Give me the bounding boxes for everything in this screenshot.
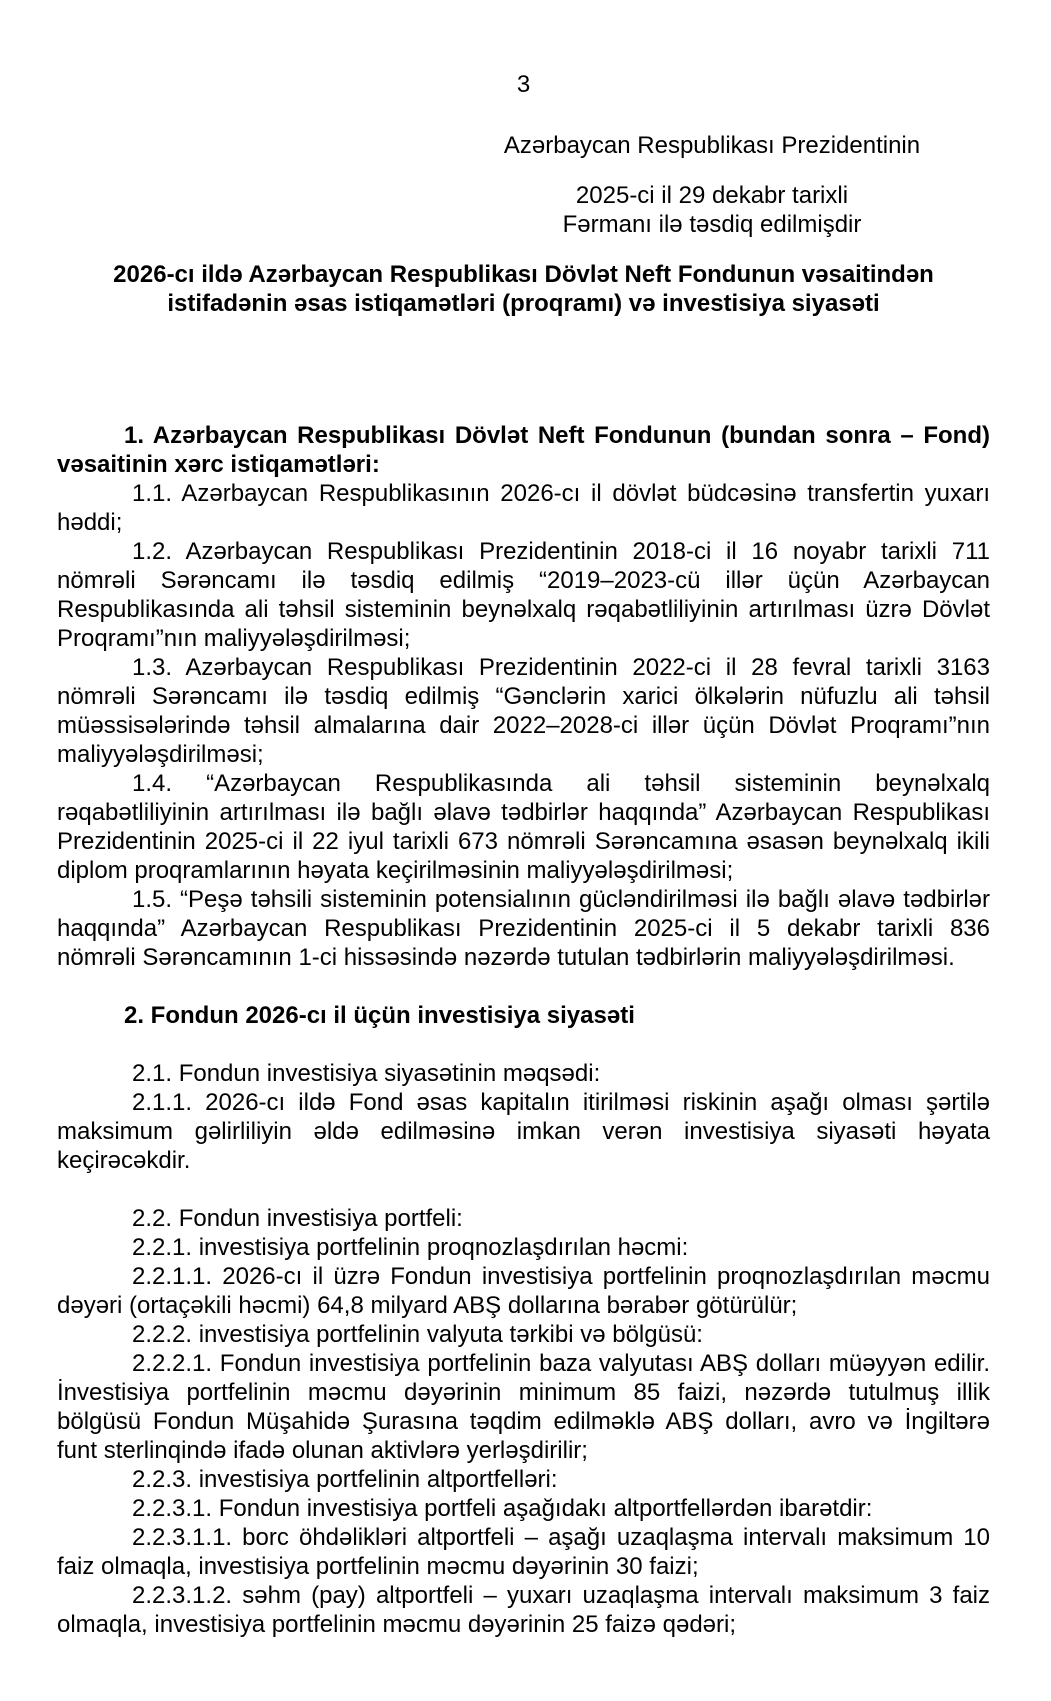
clause-2-1-1 — [57, 1088, 990, 1175]
document-body — [57, 421, 990, 1639]
text-line: 2.2.2.1. Fondun investisiya portfelinin baza valyutası ABŞ dolları müəyyən edilir. — [132, 1350, 990, 1377]
text-line: istifadənin əsas istiqamətləri (proqramı) və investisiya siyasəti — [167, 290, 880, 317]
section-1-heading — [57, 421, 990, 479]
text-line: rəqabətliliyinin artırılması ilə bağlı əlavə tədbirlər haqqında” Azərbaycan Respublikası — [57, 799, 990, 826]
text-line: nömrəli Sərəncamı ilə təsdiq edilmiş “2019–2023-cü illər üçün Azərbaycan — [57, 567, 990, 594]
text-line: Respublikasında ali təhsil sisteminin beynəlxalq rəqabətliliyinin artırılması üzrə Dövlət — [57, 596, 990, 623]
text-line: 1.2. Azərbaycan Respublikası Prezidentinin 2018-ci il 16 noyabr tarixli 711 — [132, 538, 990, 565]
section-2-heading — [57, 1001, 990, 1030]
text-line: 2.2.3. investisiya portfelinin altportfelləri: — [132, 1466, 558, 1493]
approval-block — [434, 131, 990, 239]
text-line: maksimum gəlirliliyin əldə edilməsinə imkan verən investisiya siyasəti həyata — [57, 1118, 990, 1145]
clause-2-2-1-1 — [57, 1262, 990, 1320]
text-line: 1.1. Azərbaycan Respublikasının 2026-cı il dövlət büdcəsinə transfertin yuxarı — [132, 480, 990, 507]
text-line: 1.5. “Peşə təhsili sisteminin potensialının gücləndirilməsi ilə bağlı əlavə tədbirlər — [132, 886, 990, 913]
text-line: haqqında” Azərbaycan Respublikası Prezidentinin 2025-ci il 5 dekabr tarixli 836 — [57, 915, 990, 942]
document-title — [57, 260, 990, 318]
text-line: 2.2.1.1. 2026-cı il üzrə Fondun investisiya portfelinin proqnozlaşdırılan məcmu — [132, 1263, 990, 1290]
text-line: müəssisələrində təhsil almalarına dair 2022–2028-ci illər üçün Dövlət Proqramı”nın — [57, 712, 990, 739]
text-line: bölgüsü Fondun Müşahidə Şurasına təqdim edilməklə ABŞ dolları, avro və İngiltərə — [57, 1408, 990, 1435]
clause-2-1 — [57, 1059, 990, 1088]
text-line: 1.3. Azərbaycan Respublikası Prezidentinin 2022-ci il 28 fevral tarixli 3163 — [132, 654, 990, 681]
text-line: 1. Azərbaycan Respublikası Dövlət Neft Fondunun (bundan sonra – Fond) — [124, 422, 990, 449]
text-line: nömrəli Sərəncamının 1-ci hissəsində nəzərdə tutulan tədbirlərin maliyyələşdirilməsi. — [57, 944, 955, 971]
text-line: 2.2.2. investisiya portfelinin valyuta tərkibi və bölgüsü: — [132, 1321, 703, 1348]
text-line: maliyyələşdirilməsi; — [57, 741, 264, 768]
text-line: 2.2.1. investisiya portfelinin proqnozlaşdırılan həcmi: — [132, 1234, 689, 1261]
clause-2-2-3-1-1 — [57, 1523, 990, 1581]
clause-2-2-3-1-2 — [57, 1581, 990, 1639]
text-line: dəyəri (ortaçəkili həcmi) 64,8 milyard ABŞ dollarına bərabər götürülür; — [57, 1292, 798, 1319]
clause-2-2-3 — [57, 1465, 990, 1494]
text-line: İnvestisiya portfelinin məcmu dəyərinin minimum 85 faizi, nəzərdə tutulmuş illik — [57, 1379, 990, 1406]
text-line: 1.4. “Azərbaycan Respublikasında ali təhsil sisteminin beynəlxalq — [132, 770, 990, 797]
text-line: 2.2.3.1.1. borc öhdəlikləri altportfeli – aşağı uzaqlaşma intervalı maksimum 10 — [132, 1524, 990, 1551]
text-line: 2.2. Fondun investisiya portfeli: — [132, 1205, 463, 1232]
clause-2-2-2-1 — [57, 1349, 990, 1465]
clause-2-2-3-1 — [57, 1494, 990, 1523]
text-line: faiz olmaqla, investisiya portfelinin məcmu dəyərinin 30 faizi; — [57, 1553, 699, 1580]
text-line: diplom proqramlarının həyata keçirilməsinin maliyyələşdirilməsi; — [57, 857, 734, 884]
text-line: 2.2.3.1.2. səhm (pay) altportfeli – yuxarı uzaqlaşma intervalı maksimum 3 faiz — [132, 1582, 990, 1609]
clause-1-4 — [57, 769, 990, 885]
text-line: keçirəcəkdir. — [57, 1147, 191, 1174]
text-line: Prezidentinin 2025-ci il 22 iyul tarixli 673 nömrəli Sərəncamına əsasən beynəlxalq ikili — [57, 828, 990, 855]
page-number: 3 — [516, 71, 531, 98]
clause-2-2 — [57, 1204, 990, 1233]
text-line: 2.1. Fondun investisiya siyasətinin məqsədi: — [132, 1060, 601, 1087]
approval-date-line: 2025-ci il 29 dekabr tarixli — [575, 182, 849, 209]
text-line: 2026-cı ildə Azərbaycan Respublikası Dövlət Neft Fondunun vəsaitindən — [113, 261, 934, 288]
approval-issuer-line: Azərbaycan Respublikası Prezidentinin — [503, 132, 921, 159]
text-line: Proqramı”nın maliyyələşdirilməsi; — [57, 625, 411, 652]
approval-approved-line: Fərmanı ilə təsdiq edilmişdir — [562, 211, 862, 238]
clause-2-2-2 — [57, 1320, 990, 1349]
text-line: vəsaitinin xərc istiqamətləri: — [57, 451, 380, 478]
text-line: həddi; — [57, 509, 123, 536]
text-line: olmaqla, investisiya portfelinin məcmu dəyərinin 25 faizə qədəri; — [57, 1611, 737, 1638]
text-line: funt sterlinqində ifadə olunan aktivlərə yerləşdirilir; — [57, 1437, 588, 1464]
clause-1-3 — [57, 653, 990, 769]
clause-1-2 — [57, 537, 990, 653]
text-line: 2.2.3.1. Fondun investisiya portfeli aşağıdakı altportfellərdən ibarətdir: — [132, 1495, 873, 1522]
text-line: 2.1.1. 2026-cı ildə Fond əsas kapitalın itirilməsi riskinin aşağı olması şərtilə — [132, 1089, 990, 1116]
text-line: nömrəli Sərəncamı ilə təsdiq edilmiş “Gənclərin xarici ölkələrin nüfuzlu ali təhsil — [57, 683, 990, 710]
clause-2-2-1 — [57, 1233, 990, 1262]
clause-1-5 — [57, 885, 990, 972]
clause-1-1 — [57, 479, 990, 537]
text-line: 2. Fondun 2026-cı il üçün investisiya siyasəti — [124, 1002, 635, 1029]
